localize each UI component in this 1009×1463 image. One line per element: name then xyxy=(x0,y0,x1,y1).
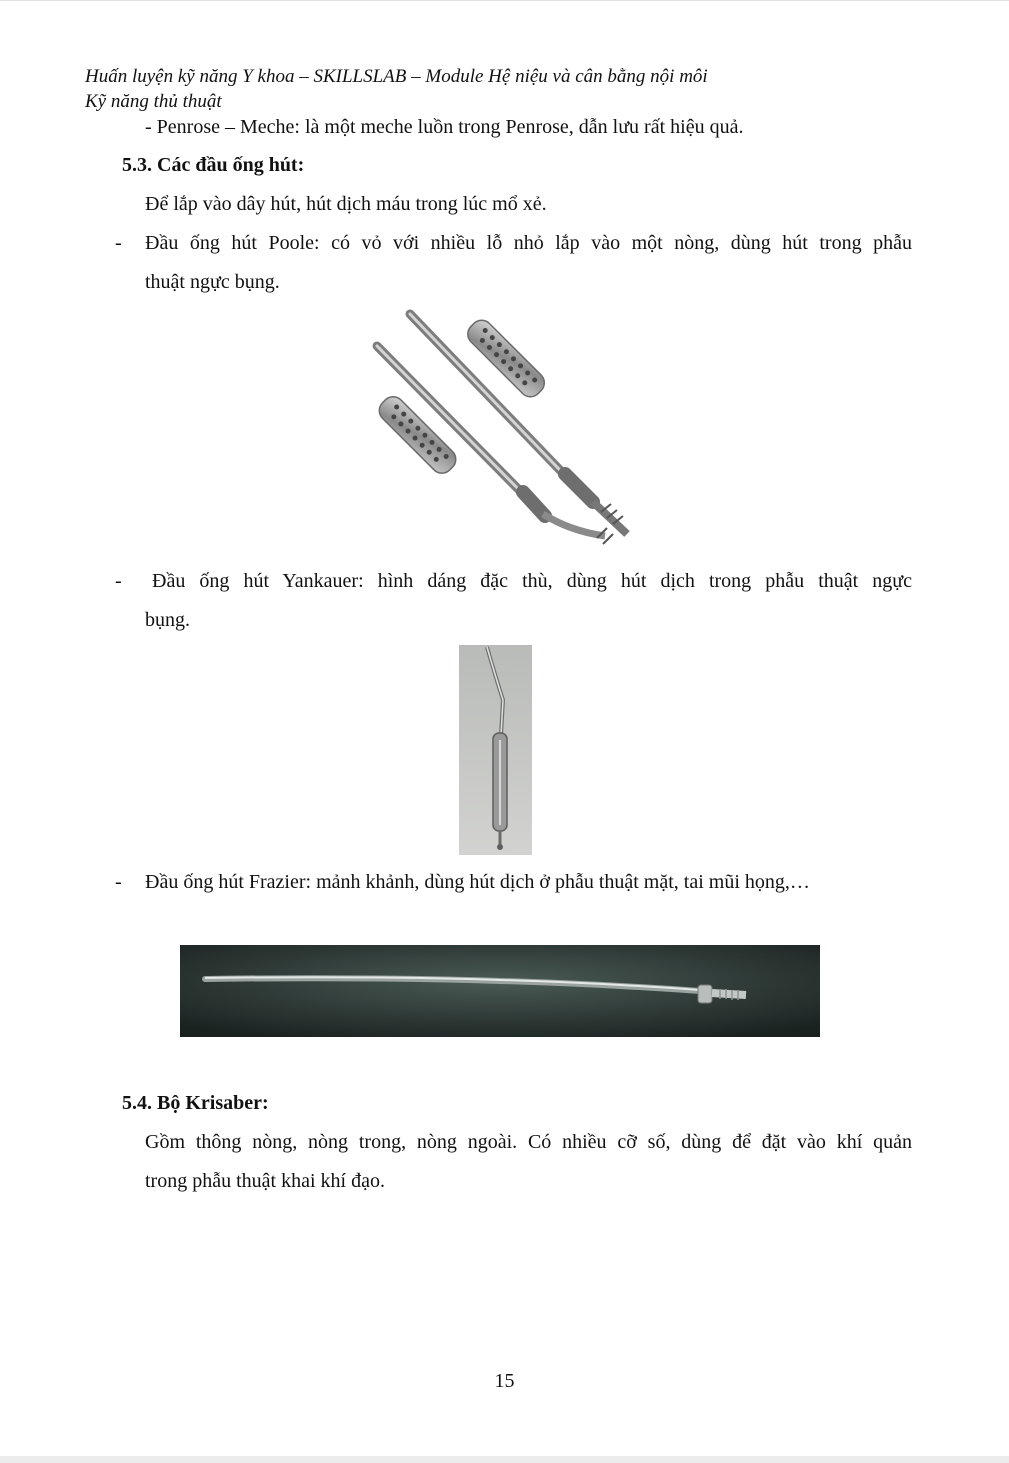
penrose-meche-text: - Penrose – Meche: là một meche luồn trong Penrose, dẫn lưu rất hiệu quả. xyxy=(145,116,744,138)
running-header-subtitle: Kỹ năng thủ thuật xyxy=(85,91,222,112)
yankauer-description-line1: Đầu ống hút Yankauer: hình dáng đặc thù, dùng hút dịch trong phẫu thuật ngực xyxy=(152,570,912,592)
section-5-3-heading: 5.3. Các đầu ống hút: xyxy=(122,154,305,176)
poole-suction-tip-image xyxy=(365,306,650,556)
running-header-title: Huấn luyện kỹ năng Y khoa – SKILLSLAB – Module Hệ niệu và cân bằng nội môi xyxy=(85,66,708,87)
yankauer-description-line2: bụng. xyxy=(145,609,190,631)
bullet-dash: - xyxy=(115,570,122,592)
frazier-description: Đầu ống hút Frazier: mảnh khảnh, dùng hút dịch ở phẫu thuật mặt, tai mũi họng,… xyxy=(145,871,810,893)
page-number: 15 xyxy=(494,1370,515,1392)
poole-description-line2: thuật ngực bụng. xyxy=(145,271,280,293)
krisaber-description-line1: Gồm thông nòng, nòng trong, nòng ngoài. Có nhiều cỡ số, dùng để đặt vào khí quản xyxy=(145,1131,912,1153)
poole-description-line1: Đầu ống hút Poole: có vỏ với nhiều lỗ nhỏ lắp vào một nòng, dùng hút trong phẫu xyxy=(145,232,912,254)
bullet-dash: - xyxy=(115,871,122,893)
krisaber-description-line2: trong phẫu thuật khai khí đạo. xyxy=(145,1170,385,1192)
frazier-suction-tip-image xyxy=(180,945,820,1037)
yankauer-suction-tip-image xyxy=(459,645,532,855)
section-5-4-heading: 5.4. Bộ Krisaber: xyxy=(122,1092,269,1114)
section-5-3-intro: Để lắp vào dây hút, hút dịch máu trong lúc mổ xẻ. xyxy=(145,193,547,215)
bullet-dash: - xyxy=(115,232,122,254)
